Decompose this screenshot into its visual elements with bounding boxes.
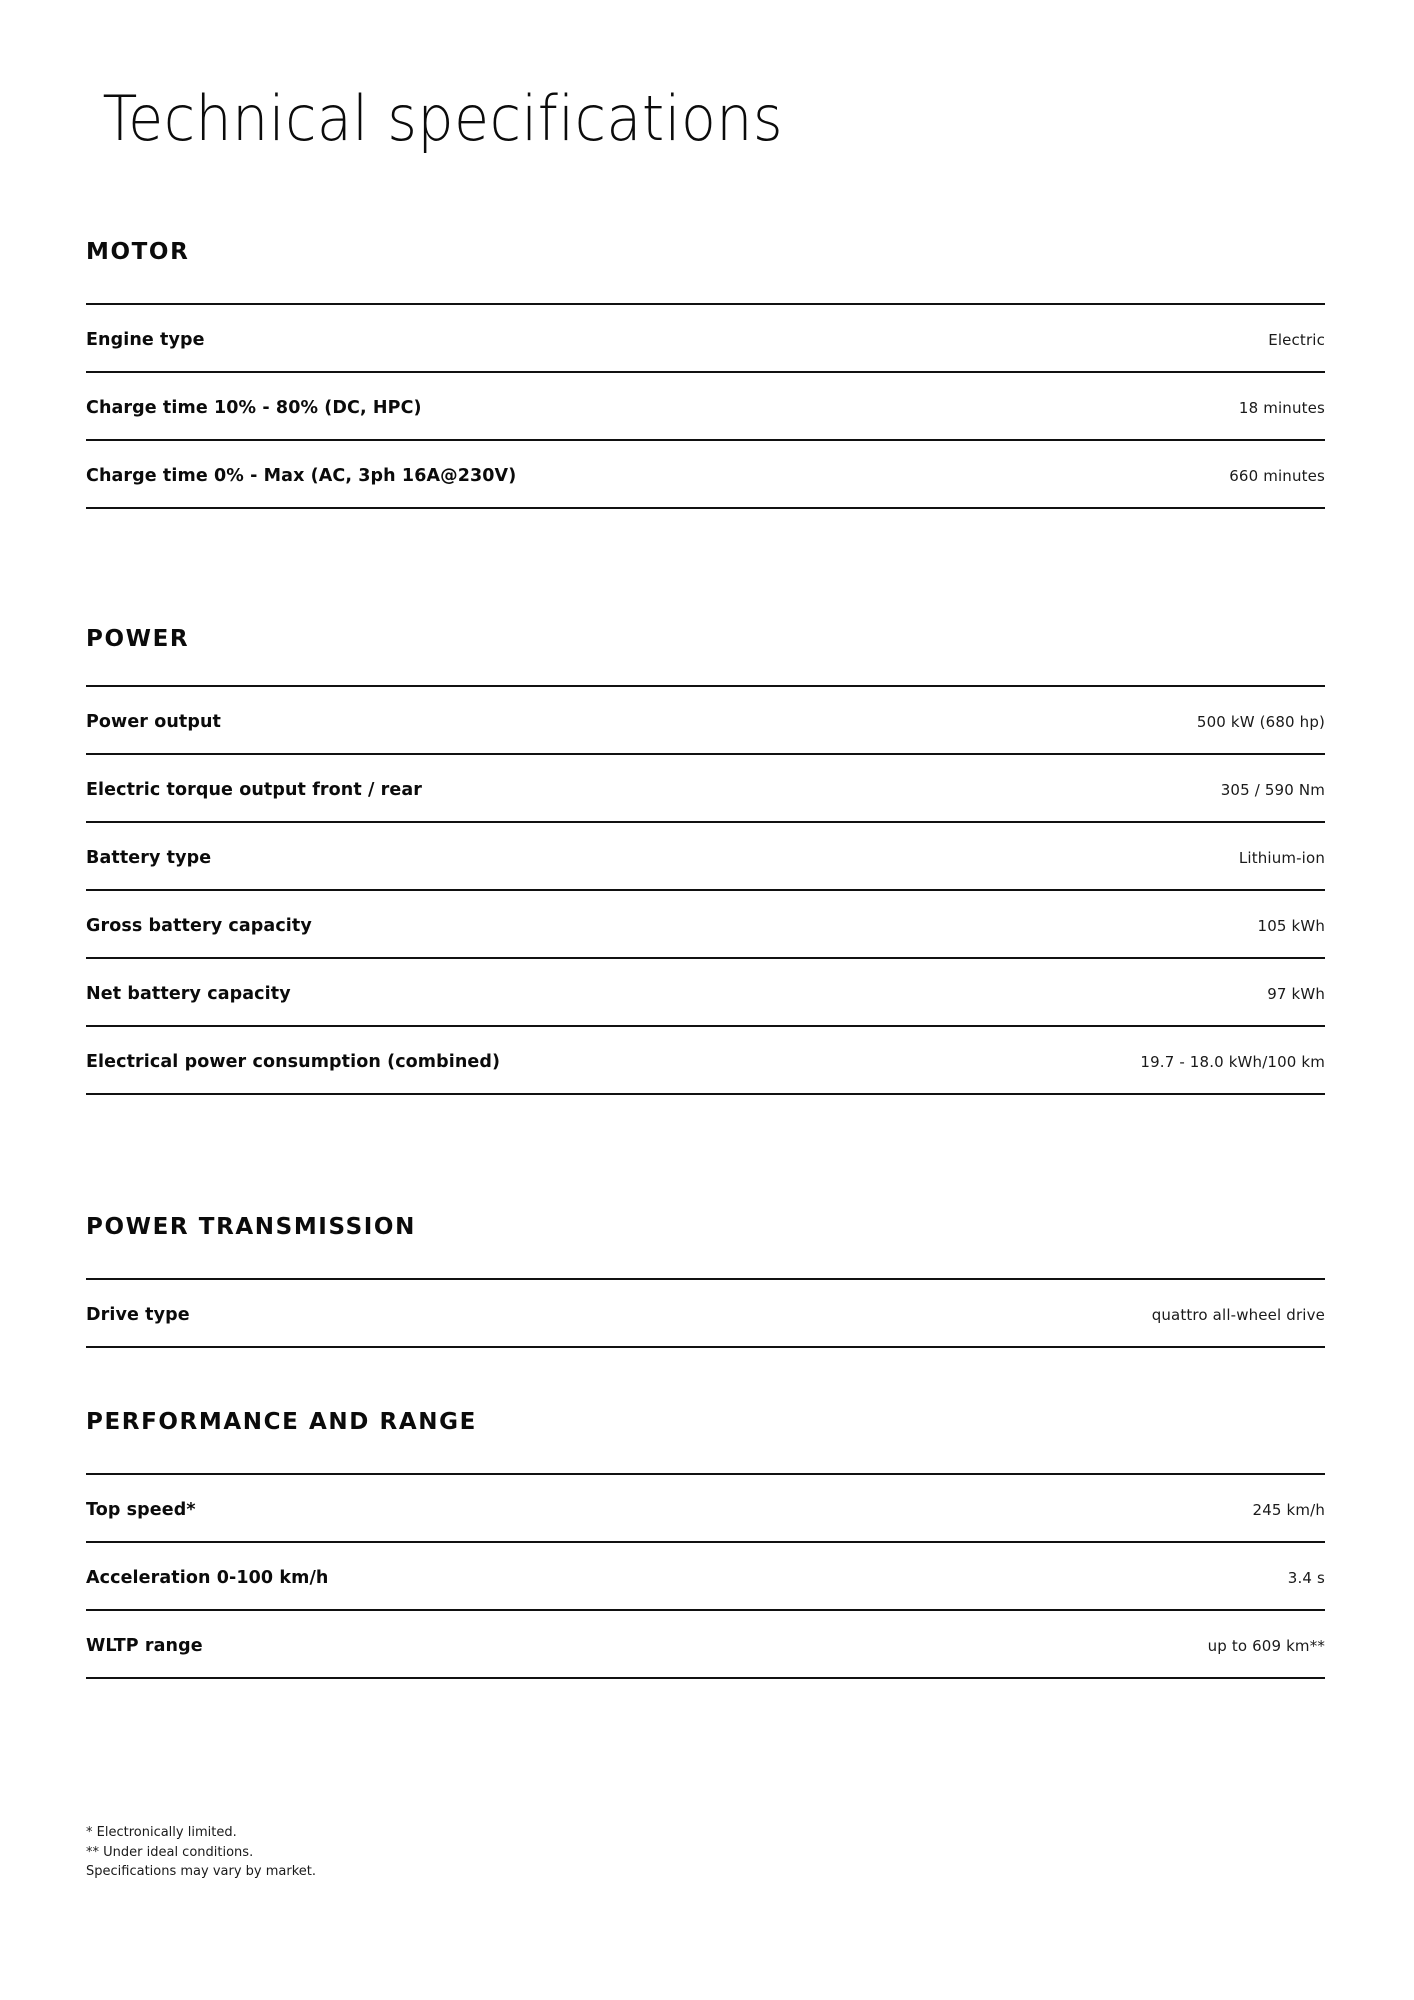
spec-value: 19.7 - 18.0 kWh/100 km — [1140, 1052, 1325, 1071]
spec-value: 305 / 590 Nm — [1220, 780, 1325, 799]
table-row — [86, 1279, 1325, 1347]
table-row — [86, 822, 1325, 890]
spec-label: Battery type — [86, 847, 212, 868]
spec-value: 97 kWh — [1267, 984, 1325, 1003]
spec-value: 660 minutes — [1229, 467, 1325, 486]
footnotes — [86, 1823, 316, 1882]
section-heading-power-transmission: POWER TRANSMISSION — [86, 1213, 416, 1240]
spec-label: WLTP range — [86, 1636, 203, 1657]
spec-table-power — [86, 685, 1325, 1095]
table-row — [86, 686, 1325, 754]
table-row — [86, 958, 1325, 1026]
table-row — [86, 890, 1325, 958]
spec-label: Gross battery capacity — [86, 915, 312, 936]
section-heading-motor: MOTOR — [86, 239, 190, 265]
spec-label: Electric torque output front / rear — [86, 779, 423, 800]
section-performance-and-range — [86, 1348, 1325, 1679]
spec-value: 245 km/h — [1252, 1501, 1325, 1520]
spec-label: Charge time 10% - 80% (DC, HPC) — [86, 398, 422, 419]
table-row — [86, 1026, 1325, 1094]
table-row — [86, 304, 1325, 372]
spec-label: Charge time 0% - Max (AC, 3ph 16A@230V) — [86, 466, 517, 487]
table-row — [86, 1542, 1325, 1610]
spec-label: Acceleration 0-100 km/h — [86, 1568, 329, 1589]
table-row — [86, 372, 1325, 440]
table-row — [86, 754, 1325, 822]
spec-value: Lithium-ion — [1238, 848, 1325, 867]
spec-label: Power output — [86, 711, 222, 732]
spec-table-performance-and-range — [86, 1473, 1325, 1679]
section-power-transmission — [86, 1095, 1325, 1348]
table-row — [86, 1474, 1325, 1542]
spec-value: quattro all-wheel drive — [1151, 1305, 1325, 1324]
spec-value: 3.4 s — [1287, 1569, 1325, 1588]
spec-label: Top speed* — [86, 1500, 196, 1521]
section-power — [86, 509, 1325, 1094]
spec-table-motor — [86, 303, 1325, 509]
table-row — [86, 440, 1325, 508]
spec-value: 500 kW (680 hp) — [1196, 712, 1325, 731]
spec-label: Net battery capacity — [86, 983, 291, 1004]
spec-value: up to 609 km** — [1207, 1637, 1325, 1656]
table-row — [86, 1610, 1325, 1678]
spec-value: 105 kWh — [1257, 916, 1325, 935]
spec-value: 18 minutes — [1238, 399, 1325, 418]
page-title: Technical specifications — [102, 82, 784, 155]
spec-label: Drive type — [86, 1304, 190, 1325]
section-motor — [86, 150, 1325, 509]
spec-label: Electrical power consumption (combined) — [86, 1051, 501, 1072]
section-heading-power: POWER — [86, 626, 190, 653]
footnote-line: ** Under ideal conditions. — [86, 1844, 254, 1860]
spec-table-power-transmission — [86, 1278, 1325, 1348]
footnote-line: * Electronically limited. — [86, 1824, 237, 1840]
spec-label: Engine type — [86, 330, 205, 351]
footnote-line: Specifications may vary by market. — [86, 1864, 317, 1880]
section-heading-performance-and-range: PERFORMANCE AND RANGE — [86, 1408, 477, 1435]
spec-value: Electric — [1268, 331, 1325, 350]
